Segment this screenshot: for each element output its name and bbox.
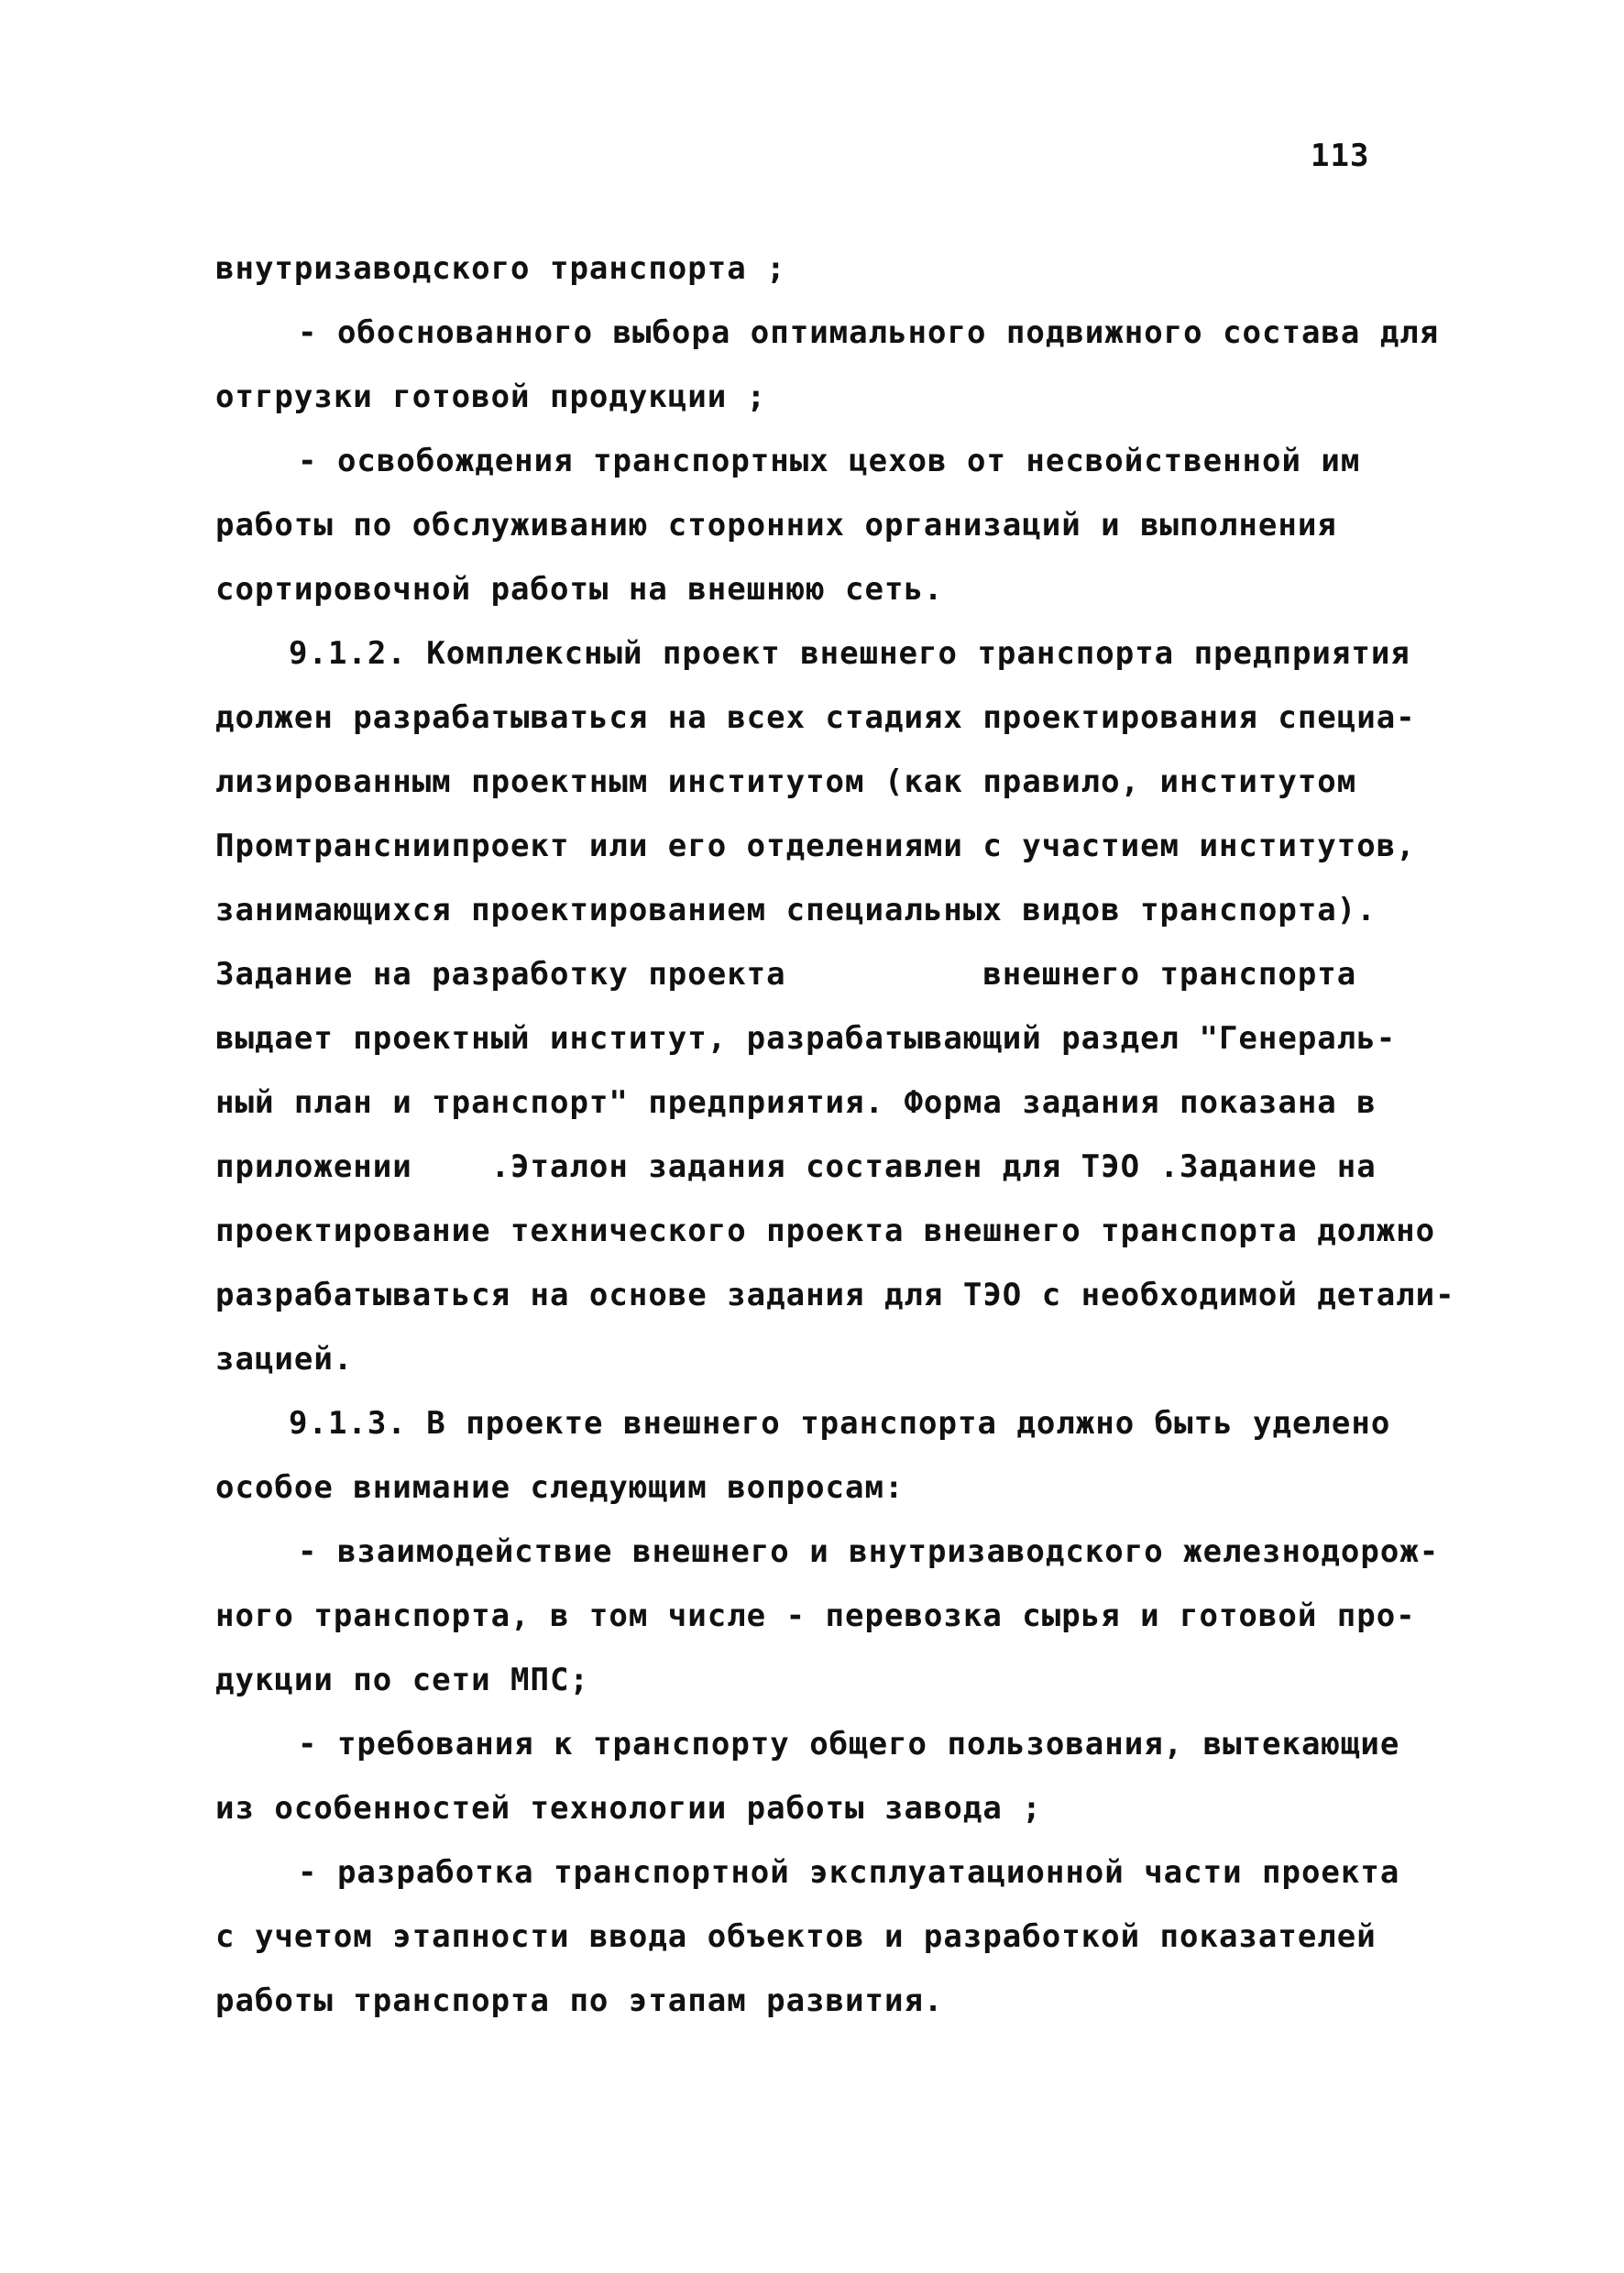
- text-line: - освобождения транспортных цехов от несвойственной им: [298, 443, 1361, 479]
- text-line: из особенностей технологии работы завода ;: [215, 1790, 1042, 1827]
- text-line: приложении .Эталон задания составлен для ТЭО .Задание на: [215, 1148, 1377, 1185]
- text-line: - требования к транспорту общего пользования, вытекающие: [298, 1726, 1400, 1762]
- text-line: зацией.: [215, 1341, 354, 1378]
- text-line: лизированным проектным институтом (как правило, институтом: [215, 763, 1357, 800]
- body-text: [215, 236, 1455, 2033]
- text-line: Промтрансниипроект или его отделениями с участием институтов,: [215, 828, 1416, 864]
- text-line: работы транспорта по этапам развития.: [215, 1982, 944, 2019]
- text-line: проектирование технического проекта внешнего транспорта должно: [215, 1213, 1436, 1249]
- text-line: Задание на разработку проекта внешнего транспорта: [215, 956, 1357, 993]
- text-line: особое внимание следующим вопросам:: [215, 1469, 905, 1506]
- text-line: - обоснованного выбора оптимального подвижного состава для: [298, 314, 1440, 351]
- text-line: сортировочной работы на внешнюю сеть.: [215, 571, 944, 608]
- text-line: 9.1.2. Комплексный проект внешнего транспорта предприятия: [289, 635, 1410, 672]
- text-line: внутризаводского транспорта ;: [215, 250, 786, 287]
- text-line: занимающихся проектированием специальных видов транспорта).: [215, 892, 1377, 928]
- text-line: разрабатываться на основе задания для ТЭО с необходимой детали-: [215, 1277, 1455, 1313]
- text-line: выдает проектный институт, разрабатывающий раздел "Генераль-: [215, 1020, 1397, 1057]
- text-line: с учетом этапности ввода объектов и разработкой показателей: [215, 1918, 1377, 1955]
- text-line: ный план и транспорт" предприятия. Форма задания показана в: [215, 1084, 1377, 1121]
- text-line: ного транспорта, в том числе - перевозка сырья и готовой про-: [215, 1598, 1416, 1634]
- page-number: 113: [1311, 137, 1370, 174]
- text-line: - разработка транспортной эксплуатационной части проекта: [298, 1854, 1400, 1891]
- text-line: 9.1.3. В проекте внешнего транспорта должно быть уделено: [289, 1405, 1391, 1442]
- text-line: работы по обслуживанию сторонних организаций и выполнения: [215, 507, 1337, 544]
- text-line: дукции по сети МПС;: [215, 1662, 589, 1698]
- text-line: - взаимодействие внешнего и внутризаводского железнодорож-: [298, 1533, 1440, 1570]
- text-line: должен разрабатываться на всех стадиях проектирования специа-: [215, 699, 1416, 736]
- text-line: отгрузки готовой продукции ;: [215, 379, 767, 415]
